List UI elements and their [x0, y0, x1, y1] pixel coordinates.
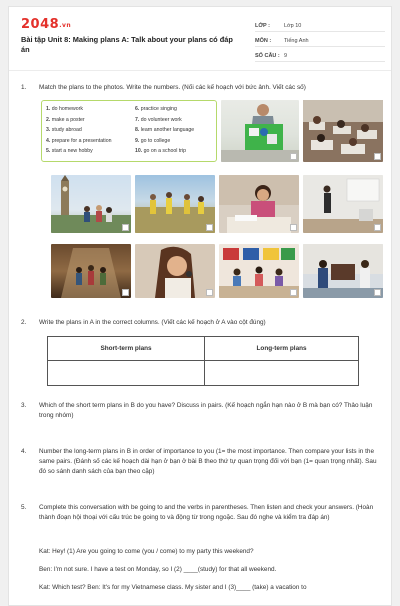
- plans-table: [47, 336, 359, 386]
- plan-item: 10. go on a school trip: [135, 148, 187, 155]
- answer-checkbox[interactable]: [374, 289, 381, 296]
- answer-checkbox[interactable]: [290, 153, 297, 160]
- photo-school-trip: [51, 244, 131, 298]
- answer-checkbox[interactable]: [122, 289, 129, 296]
- plan-item: 5. start a new hobby: [46, 148, 93, 155]
- answer-checkbox[interactable]: [206, 224, 213, 231]
- page-title: Bài tập Unit 8: Making plans A: Talk about your plans có đáp án: [21, 35, 233, 54]
- dialogue-line: Kat: Hey! (1) Are you going to come (you / come) to my party this weekend?: [39, 548, 254, 555]
- table-header-short-term: Short-term plans: [48, 337, 205, 361]
- meta-subject: MÔN : Tiếng Anh: [255, 32, 385, 47]
- table-cell-short-term[interactable]: [48, 361, 205, 386]
- table-header-long-term: Long-term plans: [205, 337, 359, 361]
- photo-poster-image: [221, 100, 299, 162]
- answer-checkbox[interactable]: [290, 289, 297, 296]
- answer-checkbox[interactable]: [206, 289, 213, 296]
- answer-checkbox[interactable]: [290, 224, 297, 231]
- plans-list-box: [41, 100, 217, 162]
- plan-item: 9. go to college: [135, 137, 171, 144]
- answer-checkbox[interactable]: [374, 224, 381, 231]
- photo-classroom-image: [303, 100, 383, 162]
- photo-studying-image: [219, 175, 299, 233]
- question-5: 5. Complete this conversation with be going to and the verbs in parentheses. Then listen and check your answers. (Hoàn thành đoạn hội thoại với cấu trúc be going to và động từ trong ngoặc. Sau đó nghe và kiểm tra đáp án): [21, 504, 374, 521]
- photo-big-ben-image: [51, 175, 131, 233]
- photo-classroom: [303, 100, 383, 162]
- photo-singing-image: [135, 244, 215, 298]
- meta-class: LỚP : Lớp 10: [255, 17, 385, 32]
- question-1: 1. Match the plans to the photos. Write the numbers. (Nối các kế hoạch với bức ảnh. Viết các số): [21, 84, 306, 91]
- photo-college-image: [303, 244, 383, 298]
- photo-volunteers-image: [135, 175, 215, 233]
- question-3: 3. Which of the short term plans in B do you have? Discuss in pairs. (Kế hoạch ngắn hạn nào ở B mà bạn có? Thảo luận trong nhóm): [21, 402, 373, 419]
- table-cell-long-term[interactable]: [205, 361, 359, 386]
- plan-item: 2. make a poster: [46, 116, 85, 123]
- answer-checkbox[interactable]: [122, 224, 129, 231]
- dialogue-line: Ben: I'm not sure. I have a test on Monday, so I (2) ____(study) for that all weekend.: [39, 566, 277, 573]
- plan-item: 3. study abroad: [46, 127, 82, 134]
- photo-language-class: [219, 244, 299, 298]
- photo-poster: [221, 100, 299, 162]
- photo-big-ben: [51, 175, 131, 233]
- plan-item: 6. practice singing: [135, 106, 177, 112]
- photo-language-class-image: [219, 244, 299, 298]
- meta-count: SỐ CÂU : 9: [255, 47, 385, 62]
- site-logo[interactable]: 2048.vn: [21, 17, 72, 32]
- question-4: 4. Number the long-term plans in B in order of importance to you (1= the most importance. Then compare your lists in the same pairs. (Đánh số các kế hoạch dài hạn ở bạn ở bài B theo thứ tự quan trọng đối với bạn (1= quan trọng nhất). Sau đó so sánh danh sách của bạn theo cặp): [21, 448, 377, 475]
- plan-item: 7. do volunteer work: [135, 116, 182, 123]
- dialogue-line: Kat: Which test? Ben: It's for my Vietnamese class. My sister and I (3)____ (take) a vacation to: [39, 584, 307, 591]
- plan-item: 8. learn another language: [135, 127, 195, 134]
- question-2: 2. Write the plans in A in the correct columns. (Viết các kế hoạch ở A vào cột đúng): [21, 319, 266, 326]
- answer-checkbox[interactable]: [374, 153, 381, 160]
- photo-presentation-image: [303, 175, 383, 233]
- photo-studying: [219, 175, 299, 233]
- photo-school-trip-image: [51, 244, 131, 298]
- photo-singing: [135, 244, 215, 298]
- plan-item: 4. prepare for a presentation: [46, 137, 112, 144]
- meta-info: [255, 17, 385, 62]
- plan-item: 1. do homework: [46, 106, 83, 112]
- photo-college: [303, 244, 383, 298]
- worksheet: [8, 6, 392, 606]
- photo-volunteers: [135, 175, 215, 233]
- photo-presentation: [303, 175, 383, 233]
- worksheet-header: [9, 7, 391, 71]
